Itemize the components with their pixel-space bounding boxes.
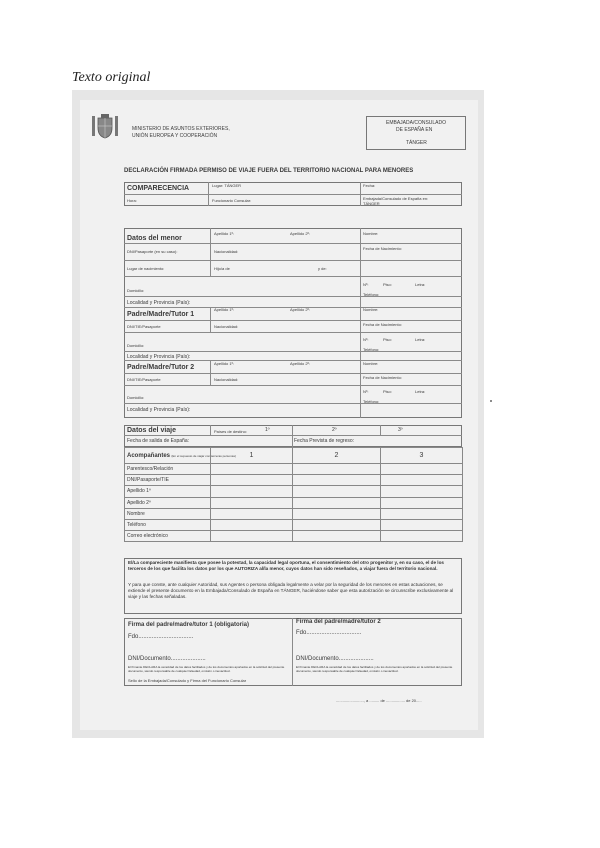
table-row bbox=[125, 519, 463, 530]
menor-nombre: Nombre: bbox=[363, 231, 379, 236]
tutor2-piso: Piso: bbox=[383, 389, 392, 394]
menor-fecha-nac: Fecha de Nacimiento: bbox=[363, 246, 402, 251]
ministry-line-1: MINISTERIO DE ASUNTOS EXTERIORES, bbox=[132, 126, 230, 132]
consular-seal-label: Sello de la Embajada/Consulado y Firma del Funcionario Consular bbox=[128, 678, 247, 683]
table-row bbox=[125, 475, 463, 486]
table-row bbox=[125, 531, 463, 542]
signature-1-note: El firmante DECLARA la veracidad de los datos facilitados y de los documentos aportados en la solicitud del presente documento, siendo responsable de cualquier falsedad, omisión o inexactitud. bbox=[128, 665, 285, 673]
menor-y-de: y de: bbox=[318, 266, 327, 271]
menor-piso: Piso: bbox=[383, 282, 392, 287]
companions-title-cell bbox=[125, 448, 236, 464]
companion-col-1: 1 bbox=[211, 448, 293, 464]
tutor2-localidad: Localidad y Provincia (País): bbox=[127, 407, 191, 413]
scan-speck bbox=[490, 400, 492, 402]
embajada-value: TÁNGER bbox=[363, 201, 380, 206]
tutor1-fecha-nac: Fecha de Nacimiento: bbox=[363, 322, 402, 327]
pais-2: 2º bbox=[332, 427, 337, 433]
scanned-document bbox=[72, 90, 484, 738]
menor-telefono: Teléfono: bbox=[363, 292, 380, 297]
tutor1-telefono: Teléfono: bbox=[363, 347, 380, 352]
tutor2-letra: Letra: bbox=[415, 389, 426, 394]
menor-dni: DNI/Pasaporte (en su caso): bbox=[127, 249, 178, 254]
companions-title: Acompañantes bbox=[127, 452, 171, 459]
companions-note: (En el supuesto de viajar con terceras personas) bbox=[171, 453, 236, 458]
menor-nacionalidad: Nacionalidad: bbox=[214, 249, 239, 254]
signature-section bbox=[124, 618, 462, 686]
tutor1-letra: Letra: bbox=[415, 337, 426, 342]
hora-label: Hora: bbox=[127, 198, 137, 203]
tutor1-dni: DNI/TIE/Pasaporte bbox=[127, 324, 161, 329]
declaration-paragraph-1: El/La compareciente manifiesta que posee la potestad, la capacidad legal oportuna, el consentimiento del otro progenitor y, en su caso, el de los terceros de los que facilita los datos por los que AUTORIZA al/la menor, cuyos datos han sido reseñados, a viajar fuera del territorio nacional. bbox=[128, 560, 444, 571]
tutor2-nacionalidad: Nacionalidad: bbox=[214, 377, 239, 382]
tutor1-title: Padre/Madre/Tutor 1 bbox=[127, 311, 195, 318]
tutor2-apellido2: Apellido 2º: bbox=[290, 361, 311, 366]
menor-domicilio: Domicilio: bbox=[127, 288, 145, 293]
embajada-label: Embajada/Consulado de España en: bbox=[363, 196, 429, 201]
form-page bbox=[80, 100, 478, 730]
tutor1-localidad: Localidad y Provincia (País): bbox=[127, 354, 191, 360]
salida-label: Fecha de salida de España: bbox=[127, 438, 189, 444]
form-title: DECLARACIÓN FIRMADA PERMISO DE VIAJE FUERA DEL TERRITORIO NACIONAL PARA MENORES bbox=[124, 168, 414, 174]
signature-1-fdo: Fdo................................. bbox=[128, 634, 194, 640]
pais-3: 3º bbox=[398, 427, 403, 433]
tutor1-nacionalidad: Nacionalidad: bbox=[214, 324, 239, 329]
row-label: Parentesco/Relación bbox=[125, 464, 211, 475]
embassy-line-2: DE ESPAÑA EN bbox=[396, 127, 433, 133]
menor-hijo: Hijo/a de bbox=[214, 266, 230, 271]
tutor2-nombre: Nombre: bbox=[363, 361, 379, 366]
menor-letra: Letra: bbox=[415, 282, 426, 287]
lugar-label: Lugar: TÁNGER bbox=[212, 183, 242, 188]
fecha-label: Fecha: bbox=[363, 183, 376, 188]
companions-header-row bbox=[125, 448, 463, 464]
tutor2-apellido1: Apellido 1º: bbox=[214, 361, 235, 366]
menor-title: Datos del menor bbox=[127, 235, 182, 242]
caption: Texto original bbox=[72, 70, 151, 85]
row-label: Apellido 1º bbox=[125, 486, 211, 497]
signature-2-dni: DNI/Documento..................... bbox=[296, 656, 374, 662]
tutor1-piso: Piso: bbox=[383, 337, 392, 342]
row-label: Correo electrónico bbox=[125, 531, 211, 542]
personal-data-section bbox=[124, 228, 462, 418]
table-row bbox=[125, 486, 463, 497]
menor-num: Nº: bbox=[363, 282, 369, 287]
menor-apellido1: Apellido 1º: bbox=[214, 231, 235, 236]
tutor2-title: Padre/Madre/Tutor 2 bbox=[127, 364, 195, 371]
embassy-line-1: EMBAJADA/CONSULADO bbox=[386, 120, 447, 126]
table-row bbox=[125, 508, 463, 519]
companions-table bbox=[124, 447, 463, 542]
companion-col-3: 3 bbox=[381, 448, 463, 464]
comparecencia-title: COMPARECENCIA bbox=[127, 185, 190, 192]
tutor1-nombre: Nombre: bbox=[363, 307, 379, 312]
tutor2-domicilio: Domicilio: bbox=[127, 395, 145, 400]
tutor1-domicilio: Domicilio: bbox=[127, 343, 145, 348]
row-label: DNI/Pasaporte/TIE bbox=[125, 475, 211, 486]
tutor2-telefono: Teléfono: bbox=[363, 399, 380, 404]
funcionario-label: Funcionario Consular: bbox=[212, 198, 252, 203]
signature-1-title: Firma del padre/madre/tutor 1 (obligatoria) bbox=[128, 622, 250, 628]
menor-apellido2: Apellido 2º: bbox=[290, 231, 311, 236]
signature-1-dni: DNI/Documento..................... bbox=[128, 656, 206, 662]
regreso-label: Fecha Prevista de regreso: bbox=[294, 438, 355, 444]
row-label: Nombre bbox=[125, 508, 211, 519]
signature-2-note: El firmante DECLARA la veracidad de los datos facilitados y de los documentos aportados en la solicitud del presente documento, siendo responsable de cualquier falsedad, omisión o inexactitud. bbox=[296, 665, 453, 673]
menor-localidad: Localidad y Provincia (País): bbox=[127, 300, 191, 306]
table-row bbox=[125, 497, 463, 508]
table-row bbox=[125, 464, 463, 475]
paises-label: Países de destino: bbox=[214, 429, 247, 434]
ministry-line-2: UNIÓN EUROPEA Y COOPERACIÓN bbox=[132, 133, 218, 139]
viaje-title: Datos del viaje bbox=[127, 427, 177, 434]
tutor2-fecha-nac: Fecha de Nacimiento: bbox=[363, 375, 402, 380]
embassy-line-3: TÁNGER bbox=[406, 140, 427, 146]
pais-1: 1º bbox=[265, 427, 270, 433]
tutor1-apellido2: Apellido 2º: bbox=[290, 307, 311, 312]
coat-of-arms-icon bbox=[90, 112, 120, 142]
date-line: ........................., a ......... de ................. de 20..... bbox=[336, 698, 422, 703]
companion-col-2: 2 bbox=[293, 448, 381, 464]
tutor1-num: Nº: bbox=[363, 337, 369, 342]
tutor2-num: Nº: bbox=[363, 389, 369, 394]
tutor2-dni: DNI/TIE/Pasaporte bbox=[127, 377, 161, 382]
menor-lugar-nac: Lugar de nacimiento: bbox=[127, 266, 165, 271]
row-label: Apellido 2º bbox=[125, 497, 211, 508]
tutor1-apellido1: Apellido 1º: bbox=[214, 307, 235, 312]
row-label: Teléfono bbox=[125, 519, 211, 530]
signature-2-title: Firma del padre/madre/tutor 2 bbox=[296, 619, 381, 625]
declaration-paragraph-2: Y para que conste, ante cualquier Autoridad, sus Agentes o persona obligada legalmente a velar por la seguridad de los menores en estas actuaciones, se extiende el presente documento en la Embajada/Consulado de España en TÁNGER, haciéndose saber que esta autorización se circunscribe exclusivamente al viaje y las fechas señaladas. bbox=[128, 582, 454, 599]
signature-2-fdo: Fdo................................. bbox=[296, 630, 362, 636]
